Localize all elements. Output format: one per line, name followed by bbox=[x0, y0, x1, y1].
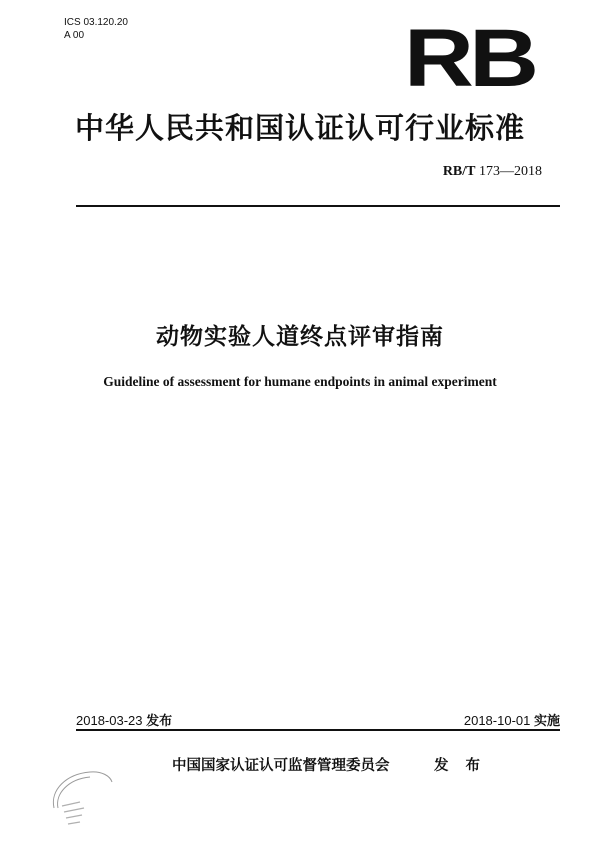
issuing-authority: 中国国家认证认可监督管理委员会 bbox=[172, 758, 390, 774]
document-title-chinese: 动物实验人道终点评审指南 bbox=[156, 324, 444, 350]
issue-date-value: 2018-03-23 bbox=[76, 713, 143, 728]
publish-label: 发 布 bbox=[434, 758, 487, 774]
classification-codes bbox=[64, 16, 128, 42]
ccs-code: A 00 bbox=[64, 30, 85, 41]
header-divider bbox=[76, 205, 560, 207]
document-title-english: Guideline of assessment for humane endpoints in animal experiment bbox=[103, 374, 497, 389]
standard-number bbox=[443, 164, 542, 180]
stamp-icon bbox=[40, 762, 120, 832]
rb-logo: RB bbox=[404, 13, 535, 104]
standard-number-value: 173—2018 bbox=[479, 164, 542, 179]
footer-divider bbox=[76, 729, 560, 731]
issue-date bbox=[76, 710, 172, 729]
standard-prefix: RB/T bbox=[442, 164, 476, 179]
issuer-title: 中华人民共和国认证认可行业标准 bbox=[74, 111, 525, 145]
issue-date-label: 发布 bbox=[146, 714, 173, 729]
implementation-date-label: 实施 bbox=[533, 714, 560, 729]
implementation-date-value: 2018-10-01 bbox=[463, 713, 531, 728]
ics-code: ICS 03.120.20 bbox=[64, 17, 128, 28]
implementation-date bbox=[464, 710, 560, 729]
